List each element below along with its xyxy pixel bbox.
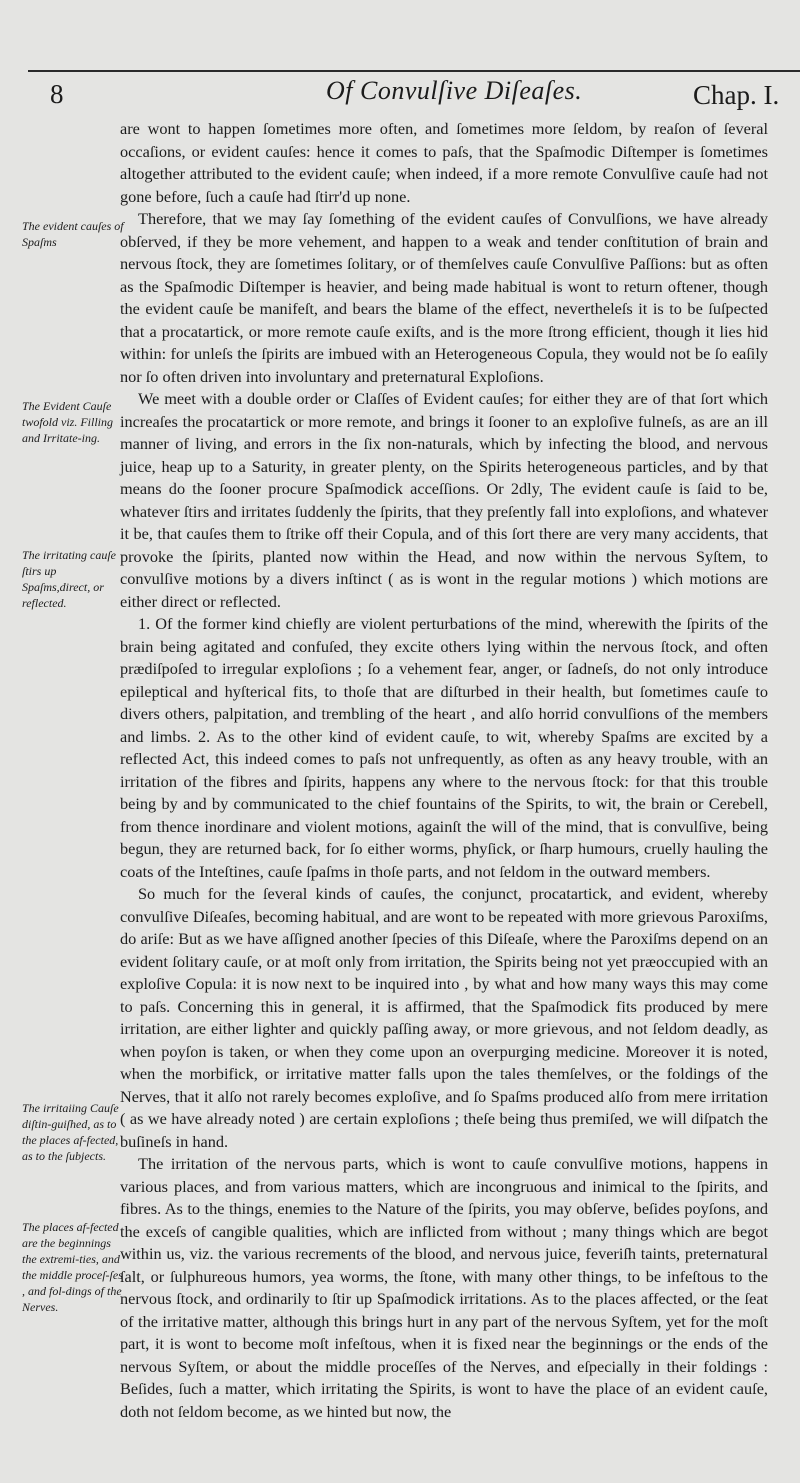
body-text xyxy=(120,118,768,1423)
paragraph: Therefore, that we may ſay ſomething of the evident cauſes of Convulſions, we have already obſerved, if they be more vehement, and happen to a weak and tender conſtitution of brain and nervous ſtock, they are ſometimes ſolitary, or of themſelves cauſe Convulſive Paſſions: but as often as the Spaſmodic Diſtemper is heavier, and being made habitual is wont to return oftener, though the evident cauſe be manifeſt, and bears the blame of the effect, nevertheleſs it is to be ſuſpected that a procatartick, or more remote cauſe exiſts, and is the more ſtrong efficient, though it lies hid within: for unleſs the ſpirits are imbued with an Heterogeneous Copula, they would not be ſo eaſily nor ſo often driven into involuntary and preternatural Exploſions. xyxy=(120,209,768,386)
paragraph: 1. Of the former kind chiefly are violent perturbations of the mind, wherewith the ſpirits of the brain being agitated and confuſed, they excite others lying within the nervous ſtock, and often prædiſpoſed to irregular exploſions ; ſo a vehement fear, anger, or ſadneſs, do not only introduce epileptical and hyſterical fits, to thoſe that are diſturbed in their health, but ſometimes cauſe to divers others, palpitation, and trembling of the heart , and alſo horrid convulſions of the members and limbs. 2. As to the other kind of evident cauſe, to wit, whereby Spaſms are excited by a reflected Act, this indeed comes to paſs not unfrequently, as often as any heavy trouble, with an irritation of the fibres and ſpirits, happens any where to the nervous ſtock: for that this trouble being by and by communicated to the chief fountains of the Spirits, to wit, the brain or Cerebell, from thence inordinare and violent motions, againſt the will of the mind, that is convulſive, being begun, they are returned back, for ſo either worms, phyſick, or ſharp humours, cruelly hauling the coats of the Inteſtines, cauſe ſpaſms in thoſe parts, and not ſeldom in the outward members. xyxy=(120,614,768,881)
margin-note: The Evident Cauſe twofold viz. Filling and Irritate-ing. xyxy=(22,399,114,445)
running-title: Of Convulſive Diſeaſes. xyxy=(326,76,583,105)
margin-note: The places af-fected are the beginnings the extremi-ties, and the middle proceſ-ſes , and fol-dings of the Nerves. xyxy=(22,1220,123,1314)
paragraph: The irritation of the nervous parts, which is wont to cauſe convulſive motions, happens in various places, and from various matters, which are incongruous and inimical to the ſpirits, and fibres. As to the things, enemies to the Nature of the ſpirits, you may obſerve, beſides poyſons, and the exceſs of cangible qualities, which are inflicted from without ; many things which are begot within us, viz. the various recrements of the blood, and nervous juice, feveriſh taints, preternatural ſalt, or ſulphureous humors, yea worms, the ſtone, with many other things, to be infeſtous to the nervous ſtock, and ordinarily to ſtir up Spaſmodick irritations. As to the places affected, or the ſeat of the irritative matter, although this brings hurt in any part of the nervous Syſtem, yet for the moſt part, it is wont to become moſt infeſtous, when it is fixed near the beginnings or the ends of the nervous Syſtem, or about the middle proceſſes of the Nerves, and eſpecially in their foldings : Beſides, ſuch a matter, which irritating the Spirits, is wont to have the place of an evident cauſe, doth not ſeldom become, as we hinted but now, the xyxy=(120,1154,768,1421)
page-number: 8 xyxy=(50,79,64,109)
header-rule xyxy=(28,70,800,72)
margin-note: The evident cauſes of Spaſms xyxy=(22,219,124,249)
margin-note: The irritating cauſe ſtirs up Spaſms,direct, or reflected. xyxy=(22,548,116,610)
paragraph: So much for the ſeveral kinds of cauſes, the conjunct, procatartick, and evident, whereby convulſive Diſeaſes, becoming habitual, and are wont to be repeated with more grievous Paroxiſms, do ariſe: But as we have aſſigned another ſpecies of this Diſeaſe, where the Paroxiſms depend on an evident ſolitary cauſe, or at moſt only from irritation, the Spirits being not yet præoccupied with an exploſive Copula: it is now next to be inquired into , by what and how many ways this may come to paſs. Concerning this in general, it is affirmed, that the Spaſmodick fits produced by mere irritation, are either lighter and quickly paſſing away, or more grievous, and not ſeldom deadly, as when poyſon is taken, or when they come upon an overpurging medicine. Moreover it is noted, when the morbifick, or irritative matter falls upon the tales themſelves, or the foldings of the Nerves, that it alſo not rarely becomes exploſive, and ſo Spaſms produced alſo from mere irritation ( as we have already noted ) are certain exploſions ; theſe being thus premiſed, we will diſpatch the buſineſs in hand. xyxy=(120,884,768,1151)
margin-note: The irritaiing Cauſe diſtin-guiſhed, as to the places af-fected, as to the ſubjects. xyxy=(22,1101,119,1163)
paragraph: We meet with a double order or Claſſes of Evident cauſes; for either they are of that ſort which increaſes the procatartick or more remote, and brings it ſooner to an exploſive fulneſs, as are an ill manner of living, and errors in the ſix non-naturals, which by infecting the blood, and nervous juice, heap up to a Saturity, in greater plenty, on the Spirits heterogeneous particles, and by that means do the ſooner procure Spaſmodick acceſſions. Or 2dly, The evident cauſe is ſaid to be, whatever ſtirs and irritates ſuddenly the ſpirits, that they preſently fall into exploſions, and whatever it be, that cauſes them to ſtrike off their Copula, and of this ſort there are very many accidents, that provoke the ſpirits, planted now within the Head, and now within the nervous Syſtem, to convulſive motions by a divers inſtinct ( as is wont in the regular motions ) which motions are either direct or reflected. xyxy=(120,389,768,611)
chapter-label: Chap. I. xyxy=(693,80,780,110)
paragraph: are wont to happen ſometimes more often, and ſometimes more ſeldom, by reaſon of ſeveral occaſions, or evident cauſes: hence it comes to paſs, that the Spaſmodic Diſtemper is ſometimes altogether attributed to the evident cauſe; when indeed, if a more remote Convulſive cauſe had not gone before, ſuch a cauſe had ſtirr'd up none. xyxy=(120,119,768,206)
